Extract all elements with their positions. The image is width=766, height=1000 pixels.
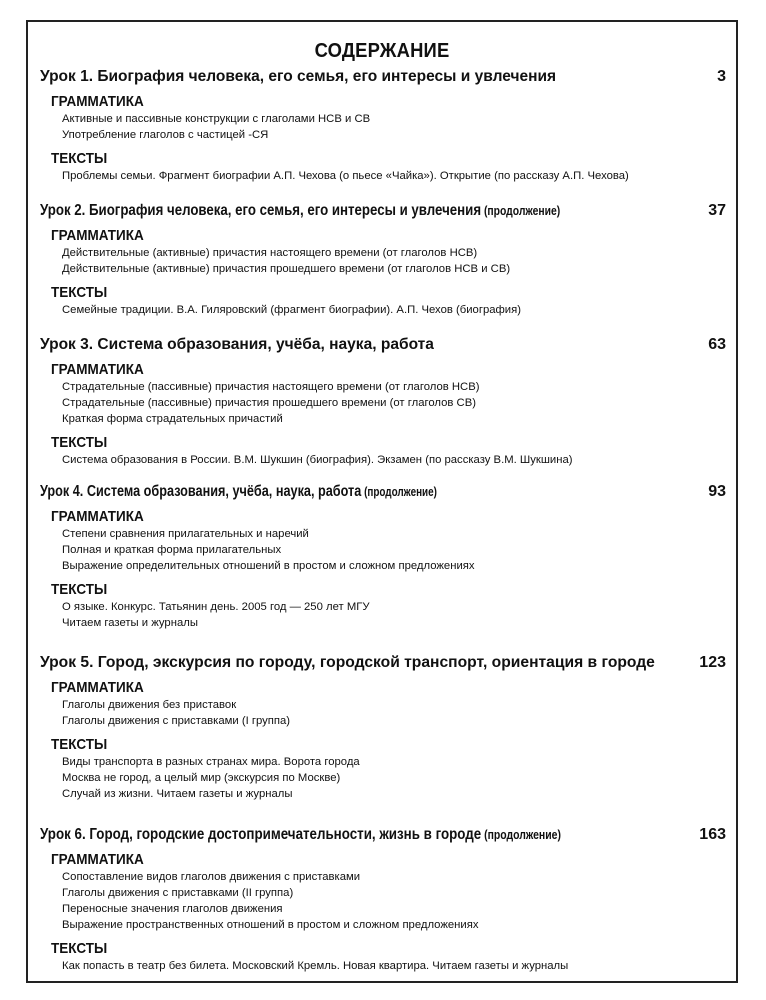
lesson-header (40, 336, 726, 358)
grammar-heading: ГРАММАТИКА (51, 508, 144, 525)
lesson-5 (40, 654, 726, 802)
grammar-heading: ГРАММАТИКА (51, 679, 144, 696)
grammar-topic: Употребление глаголов с частицей -СЯ (62, 129, 269, 141)
grammar-topic: Сопоставление видов глаголов движения с приставками (62, 871, 361, 883)
texts-heading: ТЕКСТЫ (51, 581, 108, 598)
lesson-title-line (40, 483, 437, 501)
lesson-header (40, 654, 726, 676)
lesson-title: Урок 4. Система образования, учёба, наука, работа (40, 483, 362, 500)
contents-page (26, 20, 738, 983)
lesson-continuation-note: (продолжение) (481, 828, 561, 842)
lesson-title: Урок 1. Биография человека, его семья, его интересы и увлечения (40, 68, 557, 85)
lesson-page-number: 163 (699, 826, 726, 843)
lesson-2 (40, 202, 726, 318)
reading-text: Случай из жизни. Читаем газеты и журналы (62, 788, 293, 800)
texts-heading: ТЕКСТЫ (51, 150, 108, 167)
texts-heading: ТЕКСТЫ (51, 284, 108, 301)
reading-text: Виды транспорта в разных странах мира. Ворота города (62, 756, 360, 768)
grammar-topic: Глаголы движения с приставками (I группа) (62, 715, 291, 727)
lesson-title-line (40, 336, 434, 354)
grammar-topic: Действительные (активные) причастия прошедшего времени (от глаголов НСВ и СВ) (62, 263, 511, 275)
reading-text: О языке. Конкурс. Татьянин день. 2005 год — 250 лет МГУ (62, 601, 370, 613)
lesson-continuation-note: (продолжение) (361, 485, 437, 499)
lesson-page-number: 3 (717, 68, 726, 85)
grammar-topic: Активные и пассивные конструкции с глаголами НСВ и СВ (62, 113, 371, 125)
texts-heading: ТЕКСТЫ (51, 736, 108, 753)
grammar-heading: ГРАММАТИКА (51, 93, 144, 110)
lesson-page-number: 123 (699, 654, 726, 671)
grammar-topic: Страдательные (пассивные) причастия настоящего времени (от глаголов НСВ) (62, 381, 480, 393)
lesson-continuation-note: (продолжение) (481, 204, 561, 218)
lesson-4 (40, 483, 726, 631)
grammar-heading: ГРАММАТИКА (51, 227, 144, 244)
grammar-heading: ГРАММАТИКА (51, 851, 144, 868)
reading-text: Проблемы семьи. Фрагмент биографии А.П. Чехова (о пьесе «Чайка»). Открытие (по рассказу А.П. Чехова) (62, 170, 629, 182)
grammar-topic: Краткая форма страдательных причастий (62, 413, 283, 425)
lesson-page-number: 93 (708, 483, 726, 500)
lesson-page-number: 63 (708, 336, 726, 353)
grammar-topic: Выражение определительных отношений в простом и сложном предложениях (62, 560, 475, 572)
grammar-topic: Глаголы движения с приставками (II группа) (62, 887, 294, 899)
lesson-page-number: 37 (708, 202, 726, 219)
section-spacer (40, 143, 726, 147)
grammar-topic: Действительные (активные) причастия настоящего времени (от глаголов НСВ) (62, 247, 478, 259)
grammar-topic: Страдательные (пассивные) причастия прошедшего времени (от глаголов СВ) (62, 397, 476, 409)
lesson-3 (40, 336, 726, 468)
lesson-title-line (40, 68, 556, 86)
lesson-title-line (40, 826, 561, 844)
grammar-heading: ГРАММАТИКА (51, 361, 144, 378)
lesson-title: Урок 2. Биография человека, его семья, его интересы и увлечения (40, 202, 482, 219)
lesson-header (40, 483, 726, 505)
section-spacer (40, 277, 726, 281)
texts-heading: ТЕКСТЫ (51, 940, 108, 957)
lesson-title-line (40, 202, 560, 220)
lesson-1 (40, 68, 726, 184)
grammar-topic: Переносные значения глаголов движения (62, 903, 283, 915)
lesson-title: Урок 3. Система образования, учёба, наука, работа (40, 336, 434, 353)
lesson-title: Урок 5. Город, экскурсия по городу, городской транспорт, ориентация в городе (40, 654, 655, 671)
lesson-header (40, 202, 726, 224)
lesson-title-line (40, 654, 655, 672)
section-spacer (40, 933, 726, 937)
lesson-header (40, 68, 726, 90)
lesson-title: Урок 6. Город, городские достопримечательности, жизнь в городе (40, 826, 482, 843)
section-spacer (40, 729, 726, 733)
reading-text: Читаем газеты и журналы (62, 617, 198, 629)
grammar-topic: Глаголы движения без приставок (62, 699, 237, 711)
reading-text: Система образования в России. В.М. Шукшин (биография). Экзамен (по рассказу В.М. Шукшина) (62, 454, 573, 466)
grammar-topic: Полная и краткая форма прилагательных (62, 544, 282, 556)
reading-text: Семейные традиции. В.А. Гиляровский (фрагмент биографии). А.П. Чехов (биография) (62, 304, 521, 316)
section-spacer (40, 574, 726, 578)
contents-heading: СОДЕРЖАНИЕ (314, 40, 450, 62)
grammar-topic: Выражение пространственных отношений в простом и сложном предложениях (62, 919, 479, 931)
lesson-header (40, 826, 726, 848)
grammar-topic: Степени сравнения прилагательных и наречий (62, 528, 309, 540)
texts-heading: ТЕКСТЫ (51, 434, 108, 451)
reading-text: Москва не город, а целый мир (экскурсия по Москве) (62, 772, 341, 784)
section-spacer (40, 427, 726, 431)
reading-text: Как попасть в театр без билета. Московский Кремль. Новая квартира. Читаем газеты и журналы (62, 960, 569, 972)
lesson-6 (40, 826, 726, 974)
